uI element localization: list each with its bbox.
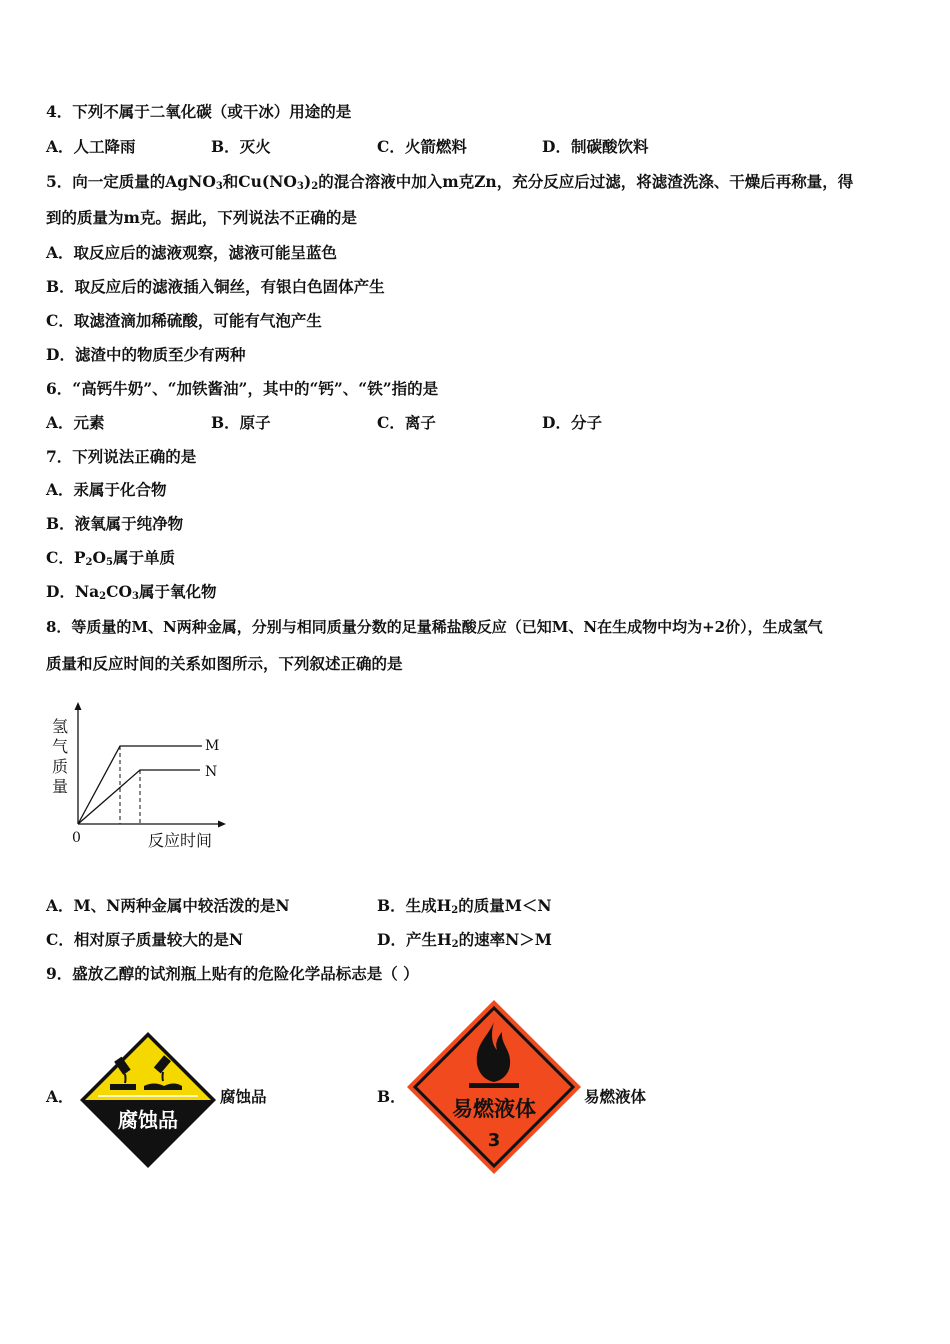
flammable-sign-class-number: 3 xyxy=(487,1130,501,1151)
q4-option-d: D．制碳酸饮料 xyxy=(542,137,649,156)
y-axis-label-char-2: 气 xyxy=(52,737,69,756)
corrosive-sign xyxy=(78,1030,218,1170)
y-axis-arrow xyxy=(75,702,82,710)
q7-option-b: B．液氧属于纯净物 xyxy=(46,514,184,533)
q7-option-c: C．$P_2O_5$属于单质 xyxy=(46,548,175,568)
x-axis-arrow xyxy=(218,821,226,828)
q4-option-a: A．人工降雨 xyxy=(46,137,136,156)
y-axis-label-char-3: 质 xyxy=(52,757,69,776)
corrosive-sign-text: 腐蚀品 xyxy=(118,1108,178,1132)
q8-option-d: D．产生$H_2$的速率N＞M xyxy=(377,930,552,950)
y-axis-label-char-1: 氢 xyxy=(52,717,69,736)
q6-stem: 6．“高钙牛奶”、“加铁酱油”，其中的“钙”、“铁”指的是 xyxy=(46,379,439,398)
hydrogen-time-graph xyxy=(44,700,244,860)
q8-option-a: A．M、N两种金属中较活泼的是N xyxy=(46,896,290,915)
q4-option-b: B．灭火 xyxy=(211,137,271,156)
line-n xyxy=(78,770,200,824)
q8-stem-line2: 质量和反应时间的关系如图所示，下列叙述正确的是 xyxy=(46,654,403,673)
q8-option-c: C．相对原子质量较大的是N xyxy=(46,930,244,949)
q4-stem: 4．下列不属于二氧化碳（或干冰）用途的是 xyxy=(46,102,352,121)
q5-option-c: C．取滤渣滴加稀硫酸，可能有气泡产生 xyxy=(46,311,322,330)
label-n: N xyxy=(205,764,218,780)
q6-option-c: C．离子 xyxy=(377,413,436,432)
q7-stem: 7．下列说法正确的是 xyxy=(46,447,197,466)
y-axis-label-char-4: 量 xyxy=(52,777,69,796)
q6-option-d: D．分子 xyxy=(542,413,602,432)
q5-stem-line2: 到的质量为m克。据此，下列说法不正确的是 xyxy=(46,208,357,227)
q8-option-b: B．生成$H_2$的质量M＜N xyxy=(377,896,552,916)
q9-option-b-letter: B． xyxy=(377,1087,406,1106)
q6-option-b: B．原子 xyxy=(211,413,271,432)
q5-option-a: A．取反应后的滤液观察，滤液可能呈蓝色 xyxy=(46,243,338,262)
q7-option-d: D．$Na_2CO_3$属于氧化物 xyxy=(46,582,217,602)
label-m: M xyxy=(205,738,220,754)
q5-option-b: B．取反应后的滤液插入铜丝，有银白色固体产生 xyxy=(46,277,385,296)
q9-option-a-letter: A． xyxy=(46,1087,74,1106)
x-axis-label: 反应时间 xyxy=(148,831,213,850)
q9-option-b-caption: 易燃液体 xyxy=(584,1087,647,1106)
corrosive-sign-upper xyxy=(85,1037,211,1100)
q9-stem: 9．盛放乙醇的试剂瓶上贴有的危险化学品标志是（ ） xyxy=(46,964,419,983)
q7-option-a: A．汞属于化合物 xyxy=(46,480,167,499)
q6-option-a: A．元素 xyxy=(46,413,105,432)
q8-stem-line1: 8．等质量的M、N两种金属，分别与相同质量分数的足量稀盐酸反应（已知M、N在生成物中均为+2价），生成氢气 xyxy=(46,618,823,636)
q5-stem-line1: 5．向一定质量的AgNO$_3$和$Cu(NO_3)_2$的混合溶液中加入m克Zn，充分反应后过滤，将滤渣洗涤、干燥后再称量，得 xyxy=(46,172,854,192)
q5-option-d: D．滤渣中的物质至少有两种 xyxy=(46,345,246,364)
flammable-sign-text: 易燃液体 xyxy=(452,1097,536,1121)
origin-label: 0 xyxy=(72,830,81,846)
q4-option-c: C．火箭燃料 xyxy=(377,137,467,156)
q9-option-a-caption: 腐蚀品 xyxy=(220,1087,267,1106)
flammable-liquid-sign xyxy=(405,998,583,1176)
